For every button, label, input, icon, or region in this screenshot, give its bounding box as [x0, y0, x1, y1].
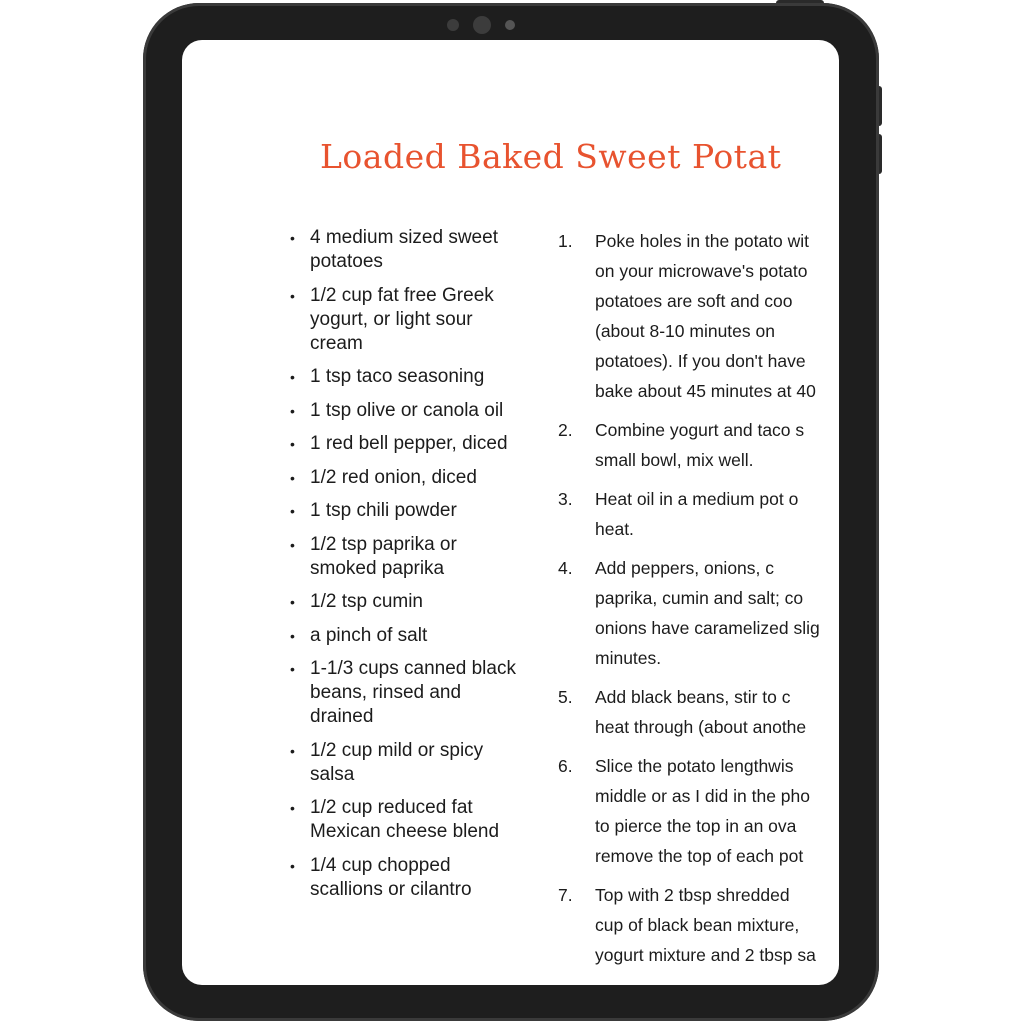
ingredient-item: • 4 medium sized sweet potatoes: [288, 226, 520, 274]
step-text-line: small bowl, mix well.: [595, 450, 754, 470]
step-text-line: yogurt mixture and 2 tbsp sa: [595, 945, 816, 965]
ingredient-item: • 1 red bell pepper, diced: [288, 432, 520, 456]
step-text-line: Combine yogurt and taco s: [595, 420, 805, 440]
recipe-title: Loaded Baked Sweet Potat: [320, 137, 782, 176]
ingredient-item: • 1/4 cup chopped scallions or cilantro: [288, 854, 520, 902]
ingredient-item: • 1/2 tsp cumin: [288, 590, 520, 614]
ingredient-item: • 1/2 cup mild or spicy salsa: [288, 739, 520, 787]
step-text-line: minutes.: [595, 648, 662, 668]
sensor-dot: [447, 19, 459, 31]
step-number: 3.: [558, 489, 573, 509]
tablet-screen: [182, 40, 839, 985]
step-text-line: onions have caramelized slig: [595, 618, 820, 638]
step-number: 1.: [558, 231, 573, 251]
step-text-line: Slice the potato lengthwis: [595, 756, 794, 776]
instruction-step: [556, 484, 839, 544]
step-text-line: Top with 2 tbsp shredded: [595, 885, 790, 905]
instruction-step: [556, 226, 839, 406]
instruction-step: [556, 415, 839, 475]
ingredient-item: • 1/2 cup reduced fat Mexican cheese blend: [288, 796, 520, 844]
step-text-line: Add peppers, onions, c: [595, 558, 775, 578]
ingredient-item: • 1/2 tsp paprika or smoked paprika: [288, 533, 520, 581]
step-number: 6.: [558, 756, 573, 776]
instruction-step: [556, 751, 839, 871]
step-text-line: remove the top of each pot: [595, 846, 804, 866]
step-text-line: Heat oil in a medium pot o: [595, 489, 799, 509]
step-text-line: to pierce the top in an ova: [595, 816, 797, 836]
step-text-line: Poke holes in the potato wit: [595, 231, 810, 251]
front-camera: [473, 16, 491, 34]
ingredient-item: • a pinch of salt: [288, 624, 520, 648]
light-sensor: [505, 20, 515, 30]
step-text-line: paprika, cumin and salt; co: [595, 588, 804, 608]
instructions-list: [556, 226, 839, 979]
instruction-step: [556, 880, 839, 970]
ingredient-item: • 1 tsp taco seasoning: [288, 365, 520, 389]
step-text-line: potatoes). If you don't have: [595, 351, 806, 371]
step-text-line: middle or as I did in the pho: [595, 786, 810, 806]
step-text-line: Add black beans, stir to c: [595, 687, 791, 707]
step-number: 2.: [558, 420, 573, 440]
step-text-line: cup of black bean mixture,: [595, 915, 800, 935]
ingredients-list: [288, 226, 520, 911]
step-number: 7.: [558, 885, 573, 905]
ingredient-item: • 1/2 cup fat free Greek yogurt, or light sour cream: [288, 284, 520, 356]
step-text-line: potatoes are soft and coo: [595, 291, 793, 311]
instruction-step: [556, 553, 839, 673]
ingredient-item: • 1 tsp olive or canola oil: [288, 399, 520, 423]
step-text-line: heat through (about anothe: [595, 717, 807, 737]
ingredient-item: • 1-1/3 cups canned black beans, rinsed and drained: [288, 657, 520, 729]
ingredient-item: • 1/2 red onion, diced: [288, 466, 520, 490]
step-text-line: (about 8-10 minutes on: [595, 321, 775, 341]
ingredient-item: • 1 tsp chili powder: [288, 499, 520, 523]
step-text-line: on your microwave's potato: [595, 261, 808, 281]
step-number: 4.: [558, 558, 573, 578]
step-text-line: bake about 45 minutes at 40: [595, 381, 816, 401]
step-text-line: heat.: [595, 519, 634, 539]
step-number: 5.: [558, 687, 573, 707]
instruction-step: [556, 682, 839, 742]
